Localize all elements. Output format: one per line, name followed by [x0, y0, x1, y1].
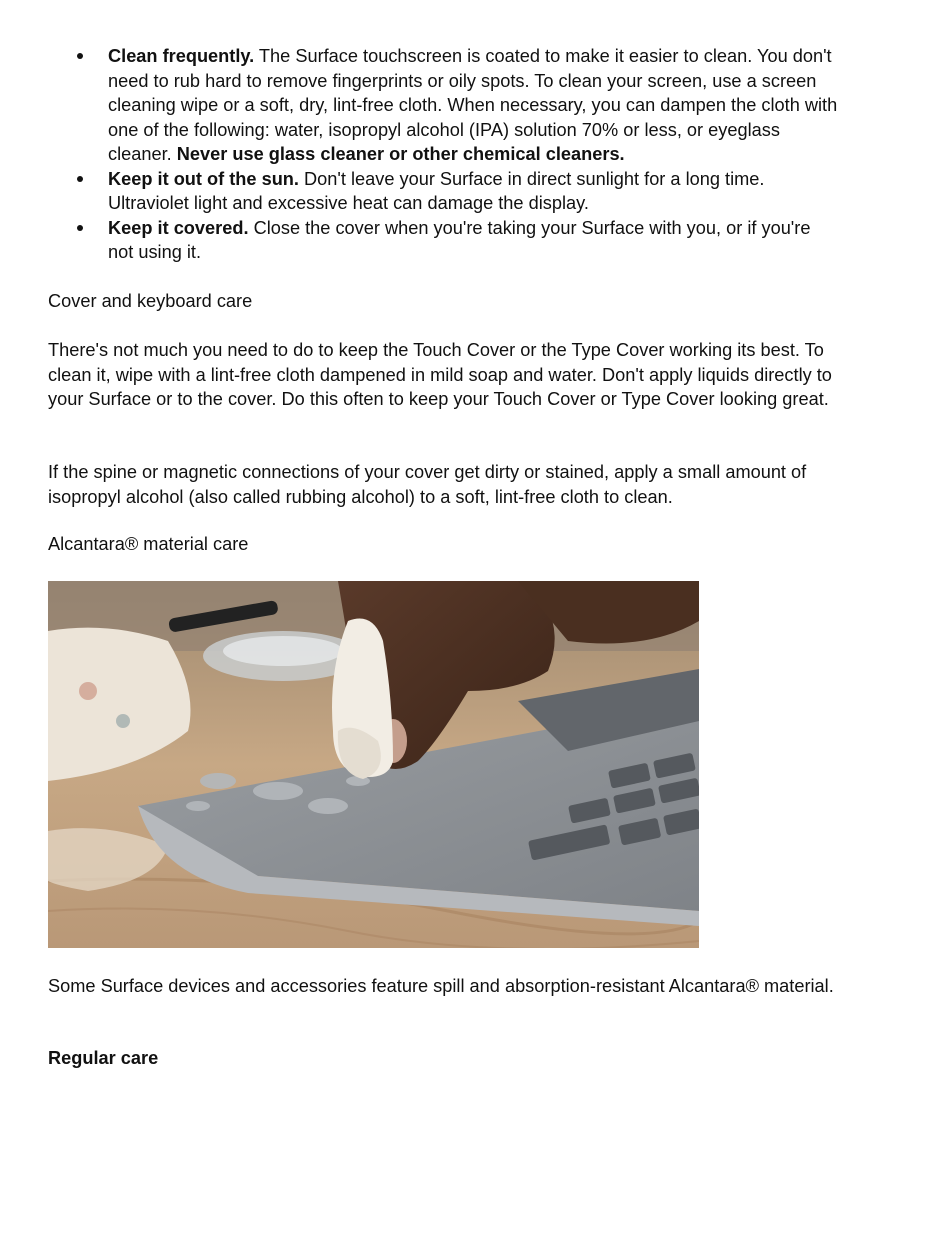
regular-care-heading: Regular care — [48, 1048, 159, 1068]
bullet-text: Close the cover when you're taking your Surface with you, or if you're not using it. — [108, 217, 811, 262]
bullet-icon — [77, 176, 83, 182]
bullet-lead: Clean frequently. — [108, 46, 255, 66]
bullet-icon — [77, 225, 83, 231]
list-item — [48, 216, 838, 265]
alcantara-paragraph: Some Surface devices and accessories feature spill and absorption-resistant Alcantara® material. — [48, 976, 834, 996]
bullet-lead: Keep it out of the sun. — [108, 168, 299, 189]
bullet-icon — [77, 53, 83, 59]
cover-spine-paragraph: If the spine or magnetic connections of your cover get dirty or stained, apply a small amount of isopropyl alcohol (also called rubbing alcohol) to a soft, lint-free cloth to clean. — [48, 462, 807, 507]
alcantara-heading: Alcantara® material care — [48, 534, 249, 554]
cover-care-paragraph: There's not much you need to do to keep the Touch Cover or the Type Cover working its best. To clean it, wipe with a lint-free cloth dampened in mild soap and water. Don't apply liquids directly to your Surface or to the cover. Do this often to keep your Touch Cover or Type Cover looking great. — [48, 340, 832, 409]
list-item — [48, 167, 838, 216]
list-item — [48, 44, 838, 167]
laptop-cleaning-photo — [48, 581, 699, 948]
bullet-text: The Surface touchscreen is coated to make it easier to clean. You don't need to rub hard to remove fingerprints or oily spots. To clean your screen, use a screen cleaning wipe or a soft, dry, lint-free cloth. When necessary, you can dampen the cloth with one of the following: water, isopropyl alcohol (IPA) solution 70% or less, or eyeglass cleaner. — [108, 46, 838, 164]
bullet-text: Don't leave your Surface in direct sunlight for a long time. Ultraviolet light and excessive heat can damage the display. — [108, 168, 765, 213]
cover-care-heading: Cover and keyboard care — [48, 291, 253, 311]
bullet-lead: Keep it covered. — [108, 217, 249, 238]
bullet-warning: Never use glass cleaner or other chemical cleaners. — [176, 144, 625, 164]
screen-care-list — [48, 44, 838, 265]
